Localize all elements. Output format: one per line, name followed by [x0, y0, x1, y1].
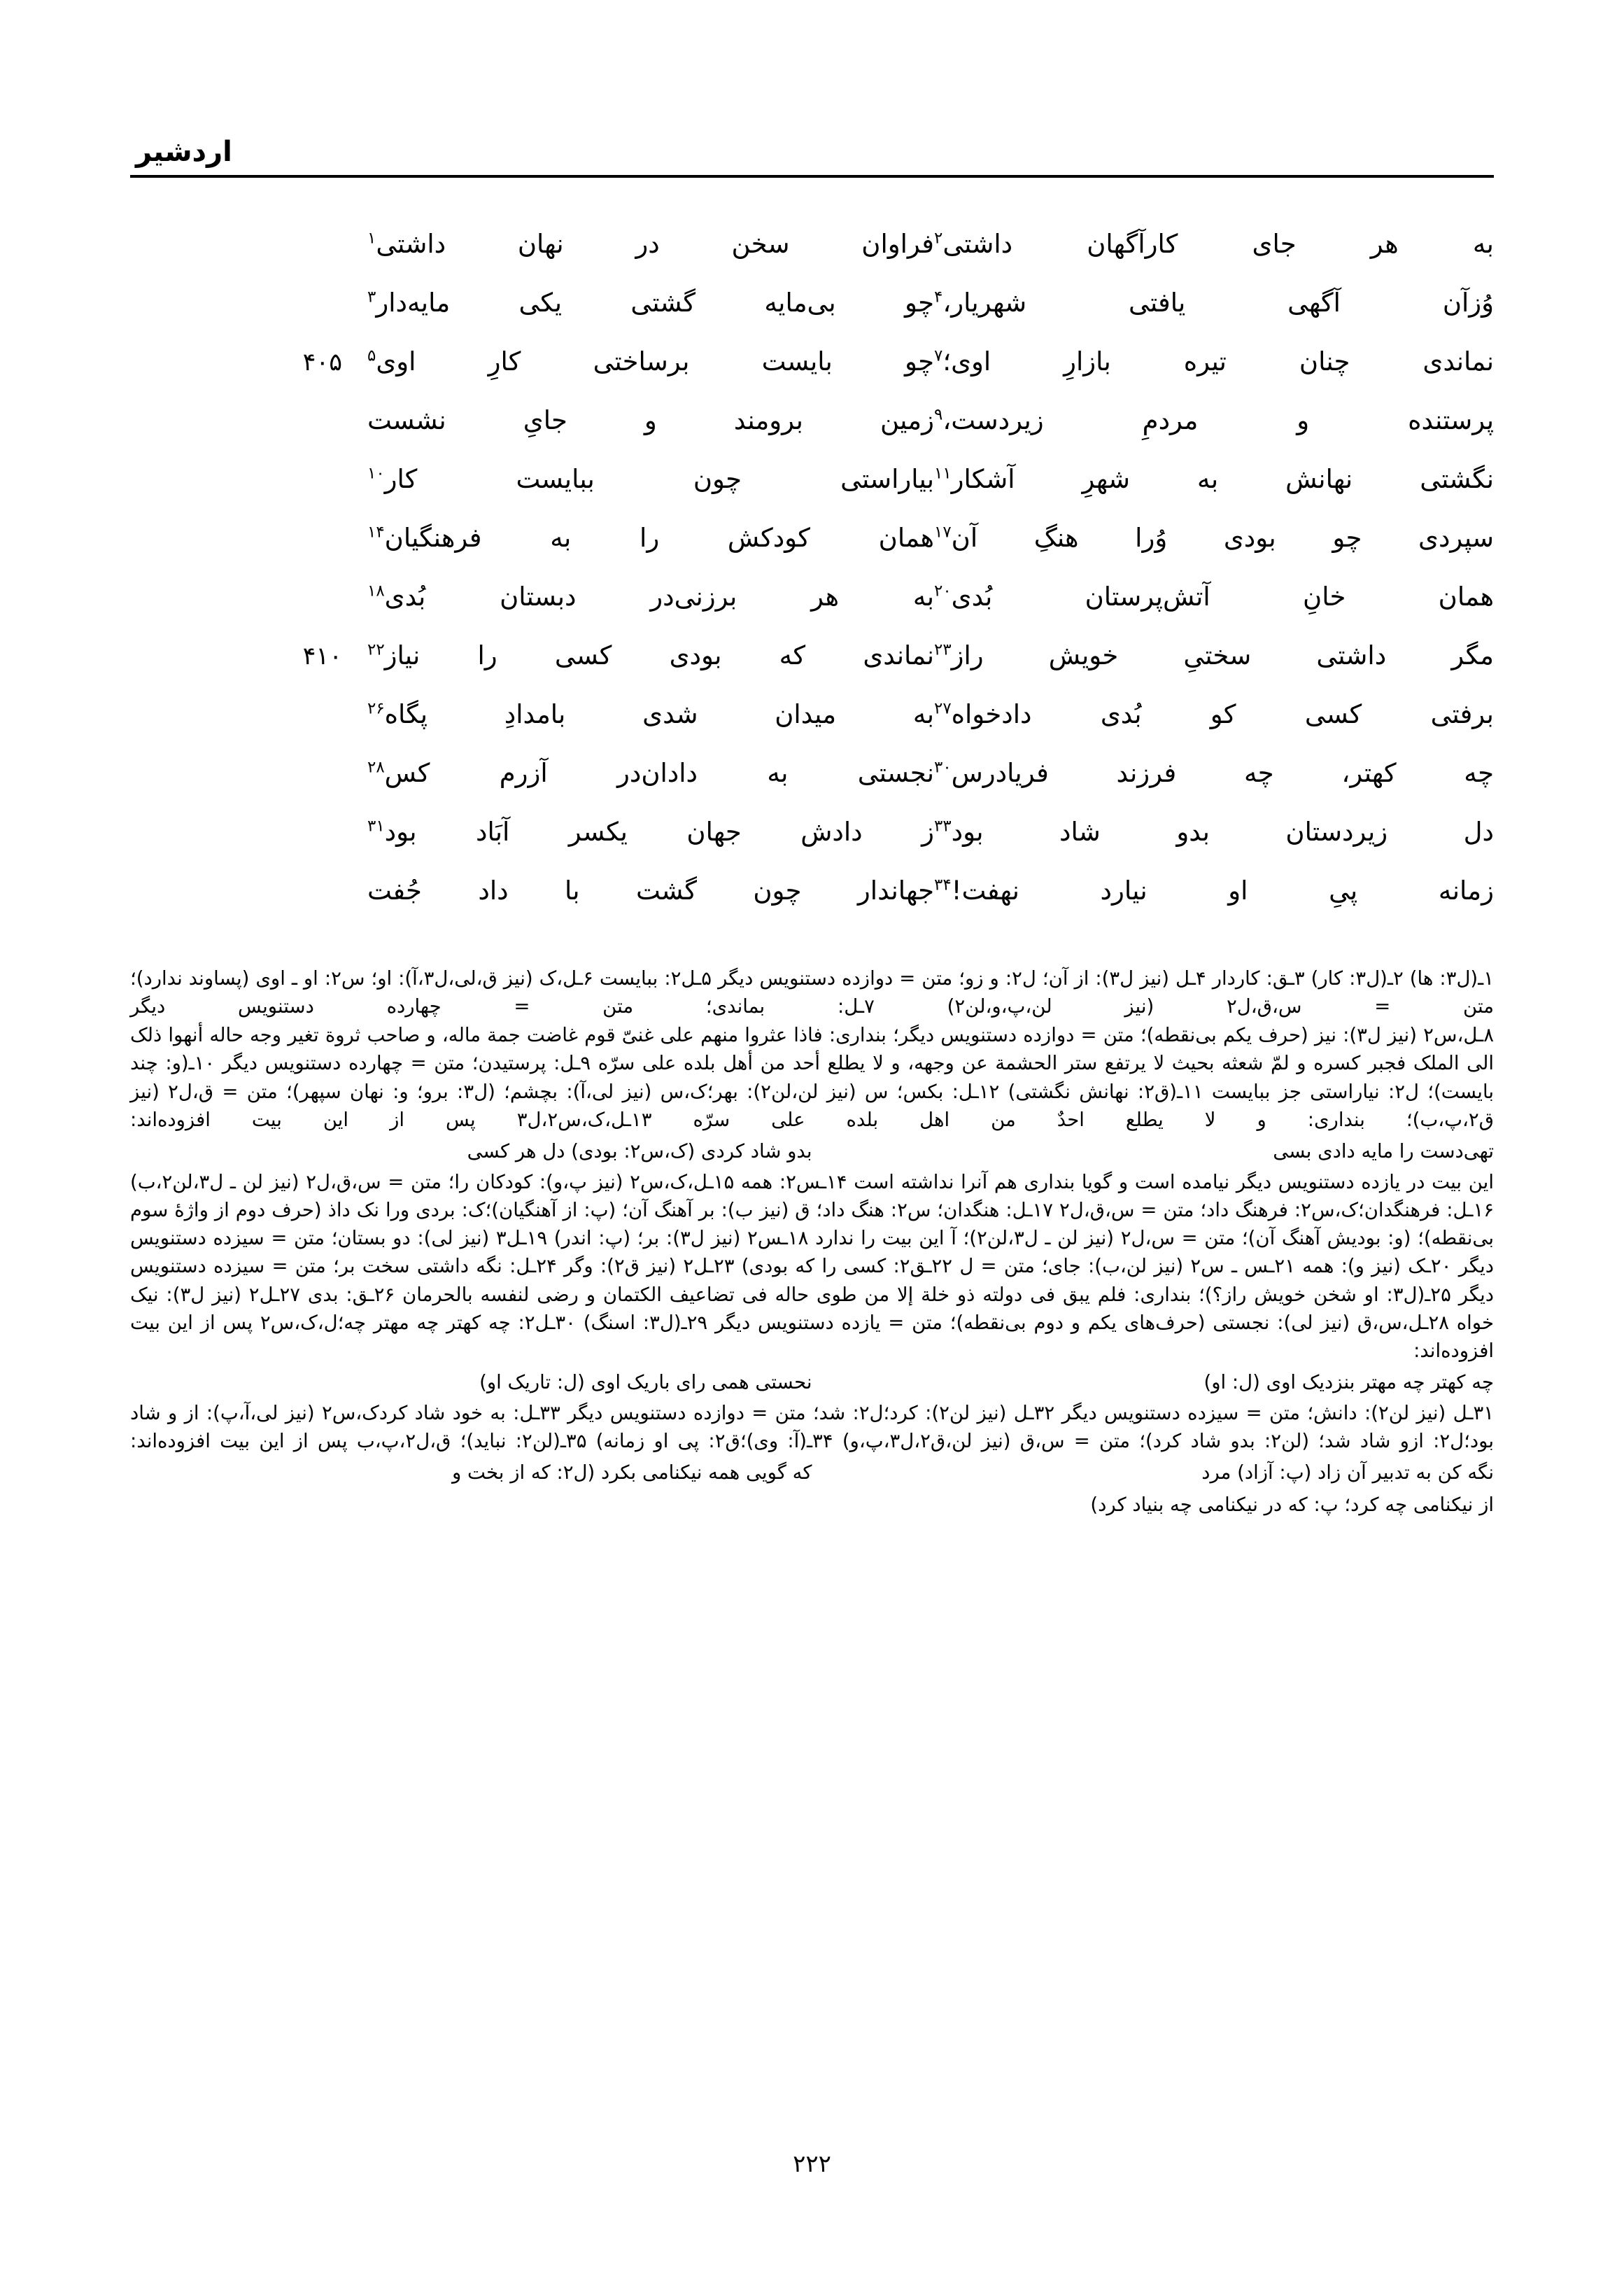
hemistich-first [344, 466, 934, 492]
hemistich-second [934, 290, 1494, 316]
note-marker: ۲۲ [367, 640, 385, 659]
hemistich-second [934, 642, 1494, 668]
verse-row [130, 466, 1494, 525]
note-marker: ۱۷ [934, 523, 952, 542]
verse-row [130, 701, 1494, 760]
verse-row [130, 819, 1494, 878]
hemistich-second [934, 878, 1494, 904]
apparatus-quoted-couplet [130, 1459, 1494, 1487]
quoted-hemistich-second: نحستی همی رای باریک اوی (ل: تاریک او) [479, 1370, 812, 1393]
note-marker: ۳۰ [934, 758, 952, 777]
hemistich-first [344, 346, 934, 377]
running-head-title: اردشیر [136, 136, 232, 168]
verse-line-number: ۴۱۰ [302, 642, 342, 670]
verse-row [130, 346, 1494, 407]
note-marker: ۱۱ [934, 464, 952, 483]
hemistich-first [344, 642, 934, 668]
hemistich-second-text: زمانه پیِ او نیارد نهفت! [951, 876, 1494, 906]
hemistich-second [934, 346, 1494, 377]
hemistich-second-text: برفتی کسی کو بُدی دادخواه [951, 699, 1494, 729]
note-marker: ۵ [367, 346, 376, 365]
note-marker: ۱۸ [367, 582, 385, 600]
page-number: ۲۲۲ [793, 2150, 831, 2178]
quoted-hemistich-first: چه کهتر چه مهتر بنزدیک اوی (ل: او) [1203, 1370, 1494, 1393]
hemistich-second [934, 701, 1494, 727]
hemistich-first-text: نماندی که بودی کسی را نیاز [384, 640, 934, 670]
note-marker: ۱ [367, 229, 376, 248]
hemistich-second-text: نگشتی نهانش به شهرِ آشکار [951, 464, 1494, 494]
hemistich-second [934, 760, 1494, 786]
note-marker: ۹ [934, 405, 943, 424]
hemistich-first-text: فراوان سخن در نهان داشتی [376, 229, 934, 259]
note-marker: ۲۰ [934, 582, 952, 600]
hemistich-first-text: چو بایست برساختی کارِ اوی [376, 346, 934, 377]
verse-row [130, 231, 1494, 290]
verse-row [130, 525, 1494, 584]
note-marker: ۲۸ [367, 758, 385, 777]
quoted-hemistich-second: که گویی همه نیکنامی بکرد (ل۲: که از بخت و [452, 1461, 812, 1484]
note-marker: ۲۶ [367, 699, 385, 718]
page-header [130, 137, 1494, 204]
hemistich-second [934, 407, 1494, 433]
note-marker: ۱۴ [367, 523, 385, 542]
apparatus-quoted-couplet [130, 1368, 1494, 1396]
note-marker: ۷ [934, 346, 943, 365]
verse-row [130, 760, 1494, 819]
hemistich-first-text: به میدان شدی بامدادِ پگاه [384, 699, 934, 729]
hemistich-first-text: جهاندار چون گشت با داد جُفت [367, 876, 934, 906]
hemistich-second-text: به هر جای کارآگهان داشتی [942, 229, 1494, 259]
hemistich-first [344, 760, 934, 786]
quoted-hemistich-first: تهی‌دست را مایه دادی بسی [1273, 1139, 1494, 1162]
hemistich-first [344, 407, 934, 433]
hemistich-first-text: چو بی‌مایه گشتی یکی مایه‌دار [376, 288, 934, 318]
hemistich-second-text: همان خانِ آتش‌پرستان بُدی [951, 582, 1494, 612]
apparatus-paragraph: این بیت در یازده دستنویس دیگر نیامده است و گویا بنداری هم آنرا نداشته است ۱۴ـس۲: همه ۱۵ـل،ک،س۲ (نیز پ،و): کودکان را؛ متن = س،ق،ل۲ (نیز لن ـ ل۳،لن۲،ب) ۱۶ـل: فرهنگدان؛ک،س۲: فرهنگ داد؛ متن = س،ق،ل۲ ۱۷ـل: هنگدان؛ س۲: هنگ داد؛ ق (نیز ب): بر آهنگ آن؛ (پ: از آهنگیان)؛ک: بردی ورا نک داذ (حرف دوم از واژهٔ سوم بی‌نقطه)؛ (و: بودیش آهنگ آن)؛ متن = س،ل۲ (نیز لن ـ ل۳،لن۲)؛ آ این بیت را ندارد ۱۸ـس۲ (نیز ل۳): بر؛ (پ: اندر) ۱۹ـل۳ (نیز لی): دو بستان؛ متن = سیزده دستنویس دیگر ۲۰ـک (نیز و): همه ۲۱ـس ـ س۲ (نیز لن،ب): جای؛ متن = ل ۲۲ـق۲: کسی را که بودی) ۲۳ـل۲ (نیز ق۲): وگر ۲۴ـل: نگه داشتی سخت بر؛ متن = سیزده دستنویس دیگر ۲۵ـ(ل۳: او شخن خویش راز؟)؛ بنداری: فلم یبق فی دولته ذو خلة إلا من طوی حاله فی تضاعیف الکتمان و رضی لنفسه بالحرمان ۲۶ـق: بدی ۲۷ـل۲ (نیز ل۳): نیک خواه ۲۸ـل،س،ق (نیز لی): نجستی (حرف‌های یکم و دوم بی‌نقطه)؛ متن = یازده دستنویس دیگر ۲۹ـ(ل۳: اسنگ) ۳۰ـل۲: چه کهتر چه مهتر چه؛ل،ک،س۲ پس از این بیت افزوده‌اند: [130, 1170, 1495, 1362]
hemistich-second [934, 819, 1494, 845]
verse-block [130, 231, 1494, 936]
quoted-hemistich-first: نگه کن به تدبیر آن زاد (پ: آزاد) مرد [1201, 1461, 1494, 1484]
hemistich-first [344, 525, 934, 551]
apparatus-paragraph: ۱ـ(ل۳: ها) ۲ـ(ل۳: کار) ۳ـق: کاردار ۴ـل (نیز ل۳): از آن؛ ل۲: و زو؛ متن = دوازده دستنویس دیگر ۵ـل۲: ببایست ۶ـل،ک (نیز ق،لی،ل۳،آ): او؛ س۲: او ـ اوی (پساوند ندارد)؛ متن = س،ق،ل۲ (نیز لن،پ،و،لن۲) ۷ـل: بماندی؛ متن = چهارده دستنویس دیگر [130, 967, 1494, 1018]
apparatus-quoted-couplet-continuation [130, 1491, 1494, 1519]
note-marker: ۳۱ [367, 817, 385, 836]
quoted-hemistich-first: از نیکنامی چه کرد؛ پ: که در نیکنامی چه بنیاد کرد) [1090, 1493, 1494, 1516]
verse-row [130, 584, 1494, 642]
quoted-hemistich-second [130, 1491, 812, 1519]
hemistich-second [934, 525, 1494, 551]
hemistich-second-text: سپردی چو بودی وُرا هنگِ آن [951, 523, 1494, 553]
note-marker: ۳۳ [934, 817, 952, 836]
hemistich-first-text: ز دادش جهان یکسر آبَاد بود [384, 817, 934, 847]
verse-row [130, 407, 1494, 466]
hemistich-first-text: به هر برزنی‌در دبستان بُدی [384, 582, 934, 612]
hemistich-second-text: پرستنده و مردمِ زیردست، [942, 405, 1494, 435]
hemistich-first-text: زمین برومند و جایِ نشست [367, 405, 934, 435]
note-marker: ۳ [367, 288, 376, 307]
note-marker: ۱۰ [367, 464, 385, 483]
hemistich-first [344, 584, 934, 610]
hemistich-first-text: نجستی به دادان‌در آزرم کس [384, 758, 934, 788]
apparatus-paragraph: ۳۱ـل (نیز لن۲): دانش؛ متن = سیزده دستنویس دیگر ۳۲ـل (نیز لن۲): کرد؛ل۲: شد؛ متن = دوازده دستنویس دیگر ۳۳ـل: به خود شاد کردک،س۲ (نیز لی،آ،پ): از و شاد بود؛ل۲: ازو شاد شد؛ (لن۲: بدو شاد کرد)؛ متن = س،ق (نیز لن،ق۲،ل۳،پ،و) ۳۴ـ(آ: وی)؛ق۲: پی او زمانه) ۳۵ـ(لن۲: نباید)؛ ق،ل۲،پ،ب پس از این بیت افزوده‌اند: [130, 1402, 1495, 1453]
note-marker: ۳۴ [934, 876, 952, 894]
critical-apparatus [130, 964, 1494, 1522]
hemistich-second-text: چه کهتر، چه فرزند فریادرس [951, 758, 1494, 788]
hemistich-second [934, 231, 1494, 257]
hemistich-first [344, 290, 934, 316]
hemistich-first [344, 819, 934, 845]
hemistich-first [344, 231, 934, 257]
apparatus-quoted-couplet [130, 1137, 1494, 1165]
hemistich-first-text: بیاراستی چون ببایست کار [384, 464, 934, 494]
verse-line-number: ۴۰۵ [302, 349, 342, 377]
note-marker: ۲ [934, 229, 943, 248]
note-marker: ۲۷ [934, 699, 952, 718]
hemistich-second-text: نماندی چنان تیره بازارِ اوی؛ [942, 346, 1494, 377]
note-marker: ۴ [934, 288, 943, 307]
hemistich-second [934, 466, 1494, 492]
verse-row [130, 642, 1494, 701]
hemistich-first [344, 878, 934, 904]
verse-row [130, 290, 1494, 349]
quoted-hemistich-second: بدو شاد کردی (ک،س۲: بودی) دل هر کسی [467, 1139, 812, 1162]
note-marker: ۲۳ [934, 640, 952, 659]
verse-row [130, 878, 1494, 936]
header-divider-rule [130, 175, 1494, 178]
hemistich-first [344, 701, 934, 727]
hemistich-second [934, 584, 1494, 610]
hemistich-second-text: مگر داشتی سختیِ خویش راز [951, 640, 1494, 670]
apparatus-paragraph: ۸ـل،س۲ (نیز ل۳): نیز (حرف یکم بی‌نقطه)؛ متن = دوازده دستنویس دیگر؛ بنداری: فاذا عثروا منهم علی غنیّ قوم غاضت جمة ماله، و صاحب ثروة تغیر وجه حاله أنهوا ذلک الی الملک فجبر کسره و لمّ شعثه بحیث لا یرتفع ستر الحشمة عن وجهه، و لا یطلع أحد من أهل بلده علی سرّه ۹ـل: پرستیدن؛ متن = چهارده دستنویس دیگر ۱۰ـ(و: چند بایست)؛ ل۲: نیاراستی جز ببایست ۱۱ـ(ق۲: نهانش نگشتی) ۱۲ـل: بکس؛ س (نیز لن،لن۲): بهر؛ک،س (نیز لی،آ): بچشم؛ (ل۳: برو؛ و: نهان سپهر)؛ متن = ق،ل۲ (نیز ق۲،پ،ب)؛ بنداری: و لا یطلع احدٌ من اهل بلده علی سرّه ۱۳ـل،ک،س۲،ل۳ پس از این بیت افزوده‌اند: [130, 1024, 1495, 1131]
hemistich-second-text: دل زیردستان بدو شاد بود [951, 817, 1494, 847]
hemistich-second-text: وُزآن آگهی یافتی شهریار، [942, 288, 1494, 318]
hemistich-first-text: همان کودکش را به فرهنگیان [384, 523, 934, 553]
